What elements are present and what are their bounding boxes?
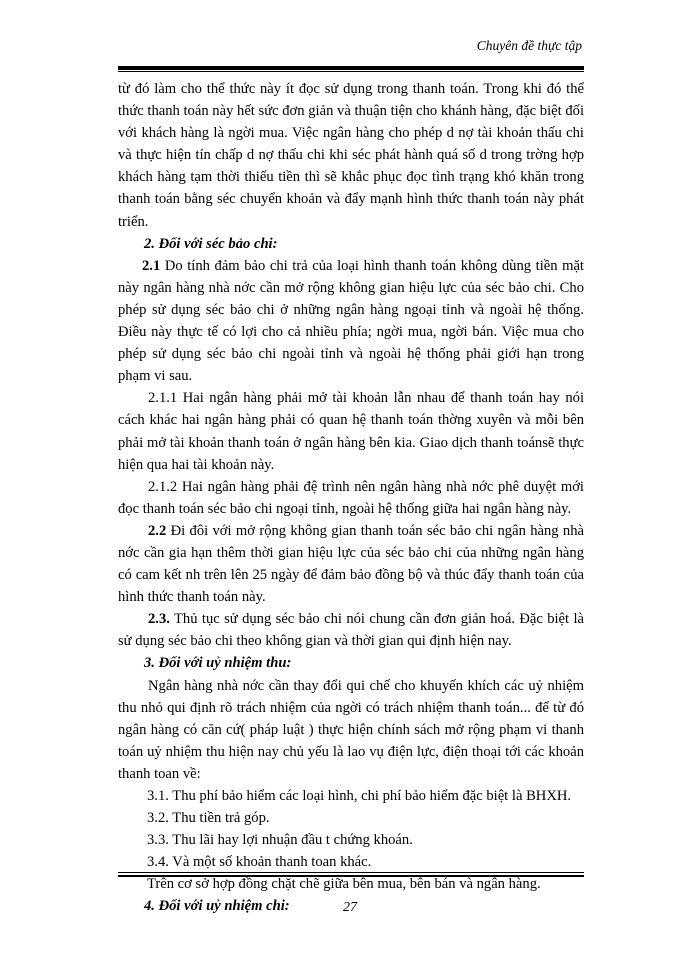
paragraph-number: 2.1	[142, 257, 161, 274]
paragraph-number: 2.2	[148, 522, 167, 539]
paragraph-text: Thủ tục sử dụng séc bảo chi nói chung cần đơn giản hoá. Đặc biệt là sử dụng séc bảo chi theo không gian và thời gian qui định hiện nay.	[118, 611, 584, 650]
paragraph-text: Đi đôi với mở rộng không gian thanh toán séc bảo chi ngân hàng nhà nớc cần gia hạn thêm thời gian hiệu lực của séc bảo chi của những ngân hàng có cam kết nh trên lên 25 ngày để đảm bảo đồng bộ và thúc đẩy thanh toán của hình thức thanh toán này.	[118, 522, 584, 606]
paragraph-2-1	[118, 255, 584, 388]
section-heading-2: 2. Đối với séc bảo chi:	[144, 235, 278, 252]
paragraph-2-2	[118, 520, 584, 608]
list-item-3-1: 3.1. Thu phí bảo hiểm các loại hình, chi phí bảo hiểm đặc biệt là BHXH.	[147, 788, 572, 804]
paragraph-contract-basis: Trên cơ sở hợp đồng chặt chẽ giữa bên mua, bên bán và ngân hàng.	[147, 876, 541, 893]
paragraph-text: Do tính đảm bảo chi trả của loại hình thanh toán không dùng tiền mặt này ngân hàng nhà nớc cần mở rộng không gian hiệu lực của séc bảo chi. Cho phép sử dụng séc bảo chi ở những ngân hàng ngoại tỉnh và ngoài hệ thống. Điều này thực tế có lợi cho cả nhiều phía; ngời mua, ngời bán. Việc mua cho phép sử dụng séc bảo chi ngoài tỉnh và ngoài hệ thống phải giới hạn trong phạm vi sau.	[118, 257, 584, 385]
header-rule-thin	[118, 71, 584, 72]
footer-rule-thick	[118, 875, 584, 877]
paragraph-2-1-2: 2.1.2 Hai ngân hàng phải đệ trình nên ngân hàng nhà nớc phê duyệt mới đọc thanh toán séc bảo chi ngoại tỉnh, ngoài hệ thống giữa hai ngân hàng này.	[118, 478, 584, 517]
paragraph-intro: từ đó làm cho thể thức này ít đọc sử dụng trong thanh toán. Trong khi đó thể thức thanh toán này hết sức đơn giản và thuận tiện cho khánh hàng, đặc biệt đối với khách hàng là ngời mua. Việc ngân hàng cho phép d nợ tài khoản thấu chi và thực hiện tín chấp d nợ thấu chi khi séc phát hành quá số d trong trờng hợp khách hàng tạm thời thiếu tiền thì sẽ khắc phục đọc tình trạng khó khăn trong thanh toán bằng séc chuyển khoản và đẩy mạnh hình thức thanh toán này phát triển.	[118, 81, 584, 230]
list-item-3-3: 3.3. Thu lãi hay lợi nhuận đầu t chứng khoán.	[147, 832, 413, 849]
header-rule-thick	[118, 66, 584, 70]
list-item-3-4: 3.4. Và một số khoản thanh toan khác.	[147, 854, 372, 871]
document-body	[118, 78, 584, 918]
footer-rule-thin	[118, 872, 584, 873]
paragraph-2-3	[118, 608, 584, 652]
page-number: 27	[343, 900, 357, 915]
section-heading-4: 4. Đối với uỷ nhiệm chi:	[144, 898, 290, 915]
list-item-3-2: 3.2. Thu tiền trả góp.	[147, 810, 270, 827]
paragraph-number: 2.3.	[148, 611, 170, 628]
paragraph-2-1-1: 2.1.1 Hai ngân hàng phải mở tài khoản lẫn nhau để thanh toán hay nói cách khác hai ngân hàng phải có quan hệ thanh toán thờng xuyên và mỗi bên phải mở tài khoản thanh toán ở ngân hàng bên kia. Giao dịch thanh toánsẽ thực hiện qua hai tài khoản này.	[118, 390, 584, 473]
paragraph-3: Ngân hàng nhà nớc cần thay đổi qui chế cho khuyến khích các uỷ nhiệm thu nhỏ qui định rõ trách nhiệm của ngời có trách nhiệm thanh toán... để từ đó ngân hàng có căn cứ( pháp luật ) thực hiện chính sách mở rộng phạm vi thanh toán uỷ nhiệm thu hiện nay chủ yếu là lao vụ điện lực, điện thoại tới các khoản thanh toan về:	[118, 677, 584, 782]
section-heading-3: 3. Đối với uỷ nhiệm thu:	[144, 655, 292, 672]
running-header: Chuyên đề thực tập	[476, 38, 582, 53]
